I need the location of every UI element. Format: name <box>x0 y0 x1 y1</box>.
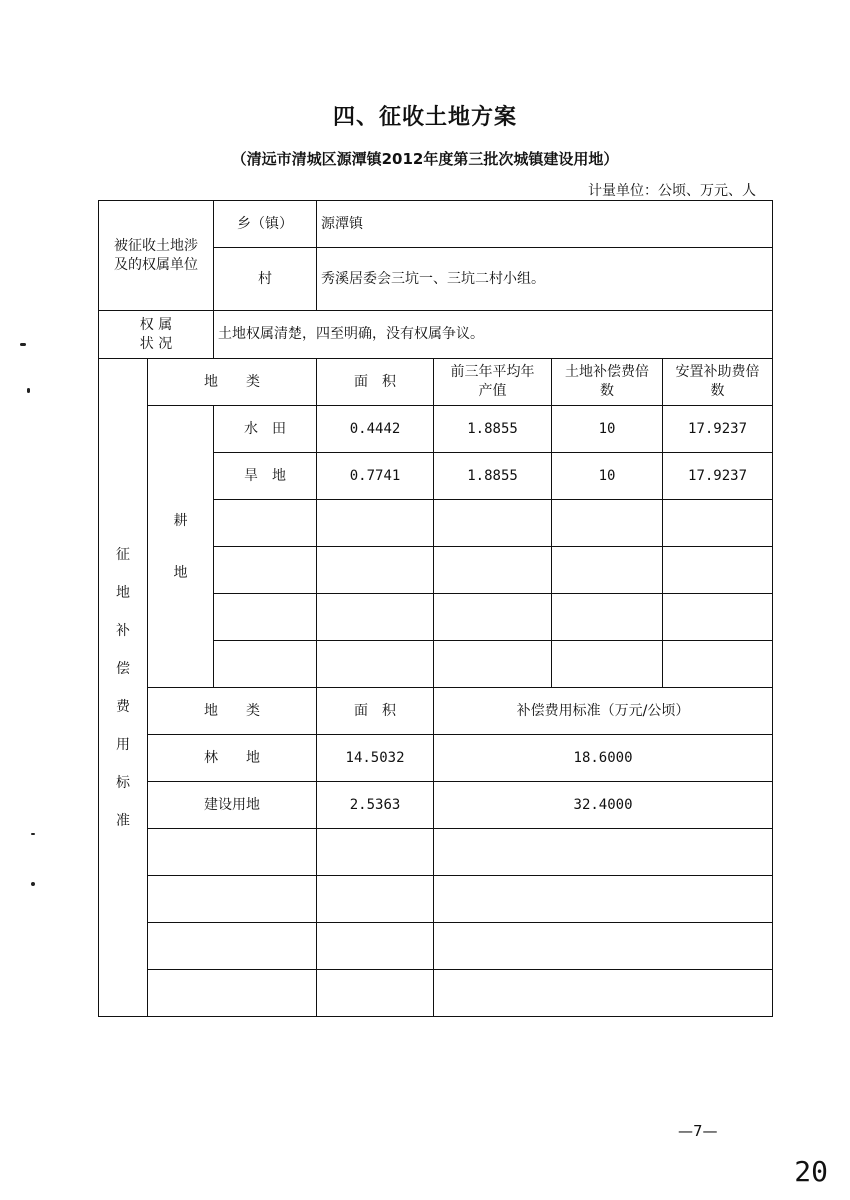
header-comp-multiple <box>552 359 663 406</box>
farm-type: 旱 地 <box>214 453 317 500</box>
empty-row <box>99 970 773 1017</box>
header-resettle-multiple <box>663 359 773 406</box>
scan-speck <box>27 388 30 393</box>
header-land-type: 地 类 <box>148 359 317 406</box>
farm-avg-output: 1.8855 <box>434 453 552 500</box>
section-char: 地 <box>116 584 130 601</box>
scan-speck <box>31 833 35 835</box>
farm-area: 0.7741 <box>317 453 434 500</box>
section-char: 标 <box>116 774 130 791</box>
header-comp-multiple-text: 土地补偿费倍 数 <box>565 364 664 399</box>
header2-standard: 补偿费用标准（万元/公顷） <box>434 688 773 735</box>
header2-area: 面 积 <box>317 688 434 735</box>
status-label-line2: 状 况 <box>139 335 173 352</box>
other-standard: 18.6000 <box>434 735 773 782</box>
empty-row <box>99 923 773 970</box>
section-char: 征 <box>116 546 130 563</box>
township-label: 乡（镇） <box>214 201 317 248</box>
empty-row <box>99 829 773 876</box>
section-char: 准 <box>116 812 130 829</box>
township-value: 源潭镇 <box>317 201 773 248</box>
farm-avg-output: 1.8855 <box>434 406 552 453</box>
section-char: 偿 <box>116 660 130 677</box>
farm-resettle-multiple: 17.9237 <box>663 406 773 453</box>
farmland-char: 耕 <box>173 512 188 529</box>
table-row <box>99 782 773 829</box>
ownership-label-cell <box>99 201 214 311</box>
ownership-label: 被征收土地涉及的权属单位 <box>114 237 199 273</box>
land-acquisition-table <box>98 200 773 1017</box>
section-label-cell <box>99 359 148 1017</box>
status-label-cell <box>99 311 214 359</box>
farm-resettle-multiple: 17.9237 <box>663 453 773 500</box>
village-label: 村 <box>214 248 317 311</box>
header-area: 面 积 <box>317 359 434 406</box>
page-title: 四、征收土地方案 <box>332 105 517 130</box>
header2-land-type: 地 类 <box>148 688 317 735</box>
farmland-char: 地 <box>173 564 188 581</box>
section-char: 用 <box>116 736 130 753</box>
section-char: 补 <box>116 622 130 639</box>
farm-comp-multiple: 10 <box>552 453 663 500</box>
header-avg-output-text: 前三年平均年产值 <box>450 364 535 399</box>
scan-speck <box>31 882 35 886</box>
table-row <box>99 735 773 782</box>
other-type: 建设用地 <box>148 782 317 829</box>
header-avg-output <box>434 359 552 406</box>
other-area: 2.5363 <box>317 782 434 829</box>
farm-area: 0.4442 <box>317 406 434 453</box>
status-value: 土地权属清楚，四至明确，没有权属争议。 <box>214 311 773 359</box>
measurement-unit: 计量单位：公顷、万元、人 <box>588 183 756 199</box>
other-type: 林 地 <box>148 735 317 782</box>
farm-comp-multiple: 10 <box>552 406 663 453</box>
page-number: —7— <box>678 1122 718 1140</box>
other-area: 14.5032 <box>317 735 434 782</box>
table-row <box>99 406 773 453</box>
scan-speck <box>20 343 26 346</box>
farmland-label-cell <box>148 406 214 688</box>
page-subtitle: （清远市清城区源潭镇2012年度第三批次城镇建设用地） <box>231 150 619 168</box>
corner-number: 20 <box>794 1155 828 1188</box>
other-standard: 32.4000 <box>434 782 773 829</box>
farm-type: 水 田 <box>214 406 317 453</box>
header-resettle-multiple-text: 安置补助费倍 数 <box>675 364 774 399</box>
status-label-line1: 权 属 <box>139 316 173 333</box>
village-value: 秀溪居委会三坑一、三坑二村小组。 <box>317 248 773 311</box>
section-char: 费 <box>116 698 130 715</box>
empty-row <box>99 876 773 923</box>
